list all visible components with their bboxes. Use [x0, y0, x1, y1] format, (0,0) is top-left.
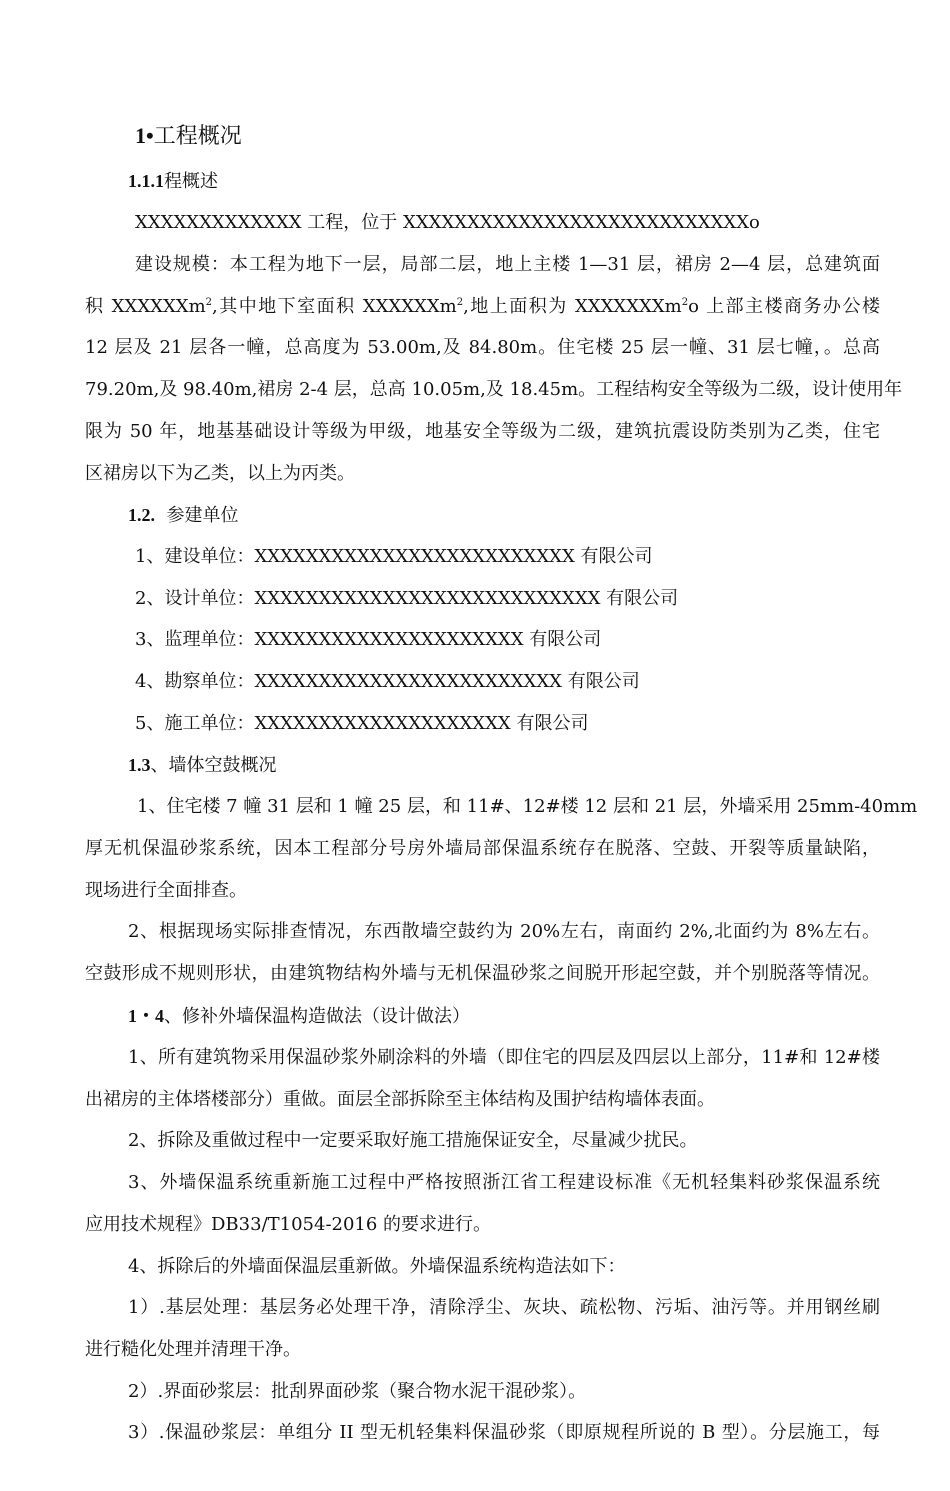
unit-item: 4、勘察单位：XXXXXXXXXXXXXXXXXXXXXXXX 有限公司 — [135, 671, 640, 692]
scale-l2a: 积 XXXXXXm — [85, 296, 206, 317]
repair-step-1-line-1: 1）.基层处理：基层务必处理干净，清除浮尘、灰块、疏松物、污垢、油污等。并用钢丝刷 — [128, 1297, 880, 1318]
heading-1-2-text: 参建单位 — [166, 505, 239, 526]
scale-line-1: 建设规模：本工程为地下一层，局部二层，地上主楼 1—31 层，裙房 2—4 层，总建筑面 — [135, 254, 880, 275]
heading-1-4-text: 、修补外墙保温构造做法（设计做法） — [164, 1006, 470, 1027]
sup-1: 2 — [205, 297, 213, 308]
hollow-p1-line-2: 厚无机保温砂浆系统，因本工程部分号房外墙局部保温系统存在脱落、空鼓、开裂等质量缺陷， — [85, 838, 880, 859]
hollow-p2-line-1: 2、根据现场实际排查情况，东西散墙空鼓约为 20%左右，南面约 2%,北面约为 8%左右。 — [128, 921, 880, 942]
unit-item: 1、建设单位：XXXXXXXXXXXXXXXXXXXXXXXXX 有限公司 — [135, 546, 653, 567]
heading-1-1-number: 1.1.1 — [128, 171, 164, 191]
repair-step-3: 3）.保温砂浆层：单组分 II 型无机轻集料保温砂浆（即原规程所说的 B 型）。分层施工，每 — [128, 1422, 880, 1443]
heading-1-1 — [128, 170, 923, 193]
heading-1-4 — [128, 1005, 923, 1028]
repair-step-1-line-2: 进行糙化处理并清理干净。 — [85, 1339, 301, 1360]
hollow-p2-line-2: 空鼓形成不规则形状，由建筑物结构外墙与无机保温砂浆之间脱开形起空鼓，并个别脱落等情况。 — [85, 963, 880, 984]
repair-step-2: 2）.界面砂浆层：批刮界面砂浆（聚合物水泥干混砂浆）。 — [128, 1381, 587, 1402]
repair-p4: 4、拆除后的外墙面保温层重新做。外墙保温系统构造法如下： — [128, 1256, 626, 1277]
heading-1-text: 工程概况 — [153, 124, 242, 149]
heading-1-3-text: 、墙体空鼓概况 — [150, 755, 277, 776]
repair-p2: 2、拆除及重做过程中一定要采取好施工措施保证安全，尽量减少扰民。 — [128, 1130, 698, 1151]
scale-line-2 — [85, 296, 880, 318]
heading-1-1-text: 程概述 — [164, 171, 218, 192]
sup-3: 2 — [681, 297, 689, 308]
heading-1-4-number: 1・4 — [128, 1006, 164, 1026]
scale-line-3: 12 层及 21 层各一幢，总高度为 53.00m,及 84.80m。住宅楼 25 层一幢、31 层七幢，。总高 — [85, 337, 880, 358]
repair-p1-line-2: 出裙房的主体塔楼部分）重做。面层全部拆除至主体结构及围护结构墙体表面。 — [85, 1089, 715, 1110]
project-location: XXXXXXXXXXXXX 工程，位于 XXXXXXXXXXXXXXXXXXXXXXXXXXXo — [135, 212, 760, 233]
scale-line-4: 79.20m,及 98.40m,裙房 2-4 层，总高 10.05m,及 18.45m。工程结构安全等级为二级，设计使用年 — [85, 379, 903, 400]
heading-1-3 — [128, 754, 923, 777]
unit-item: 3、监理单位：XXXXXXXXXXXXXXXXXXXXX 有限公司 — [135, 629, 602, 650]
repair-p3-line-2: 应用技术规程》DB33/T1054-2016 的要求进行。 — [85, 1214, 492, 1235]
sup-2: 2 — [456, 297, 464, 308]
repair-p3-line-1: 3、外墙保温系统重新施工过程中严格按照浙江省工程建设标准《无机轻集料砂浆保温系统 — [128, 1172, 880, 1193]
scale-line-5: 限为 50 年，地基基础设计等级为甲级，地基安全等级为二级，建筑抗震设防类别为乙类，住宅 — [85, 421, 880, 442]
hollow-p1-line-3: 现场进行全面排查。 — [85, 880, 247, 901]
heading-1-3-number: 1.3 — [128, 755, 151, 775]
scale-l2d: o 上部主楼商务办公楼 — [688, 296, 880, 317]
scale-l2c: ,地上面积为 XXXXXXXm — [463, 296, 682, 317]
heading-1-2 — [128, 504, 923, 527]
heading-1 — [135, 125, 930, 148]
hollow-p1-line-1: 1、住宅楼 7 幢 31 层和 1 幢 25 层，和 11#、12#楼 12 层和 21 层，外墙采用 25mm-40mm — [137, 796, 918, 817]
heading-1-2-number: 1.2. — [128, 505, 155, 525]
repair-p1-line-1: 1、所有建筑物采用保温砂浆外刷涂料的外墙（即住宅的四层及四层以上部分，11#和 12#楼 — [128, 1047, 880, 1068]
scale-l2b: ,其中地下室面积 XXXXXXm — [212, 296, 457, 317]
heading-1-number: 1• — [135, 123, 154, 148]
unit-item: 2、设计单位：XXXXXXXXXXXXXXXXXXXXXXXXXXX 有限公司 — [135, 588, 679, 609]
scale-line-6: 区裙房以下为乙类，以上为丙类。 — [85, 463, 355, 484]
unit-item: 5、施工单位：XXXXXXXXXXXXXXXXXXXX 有限公司 — [135, 713, 589, 734]
